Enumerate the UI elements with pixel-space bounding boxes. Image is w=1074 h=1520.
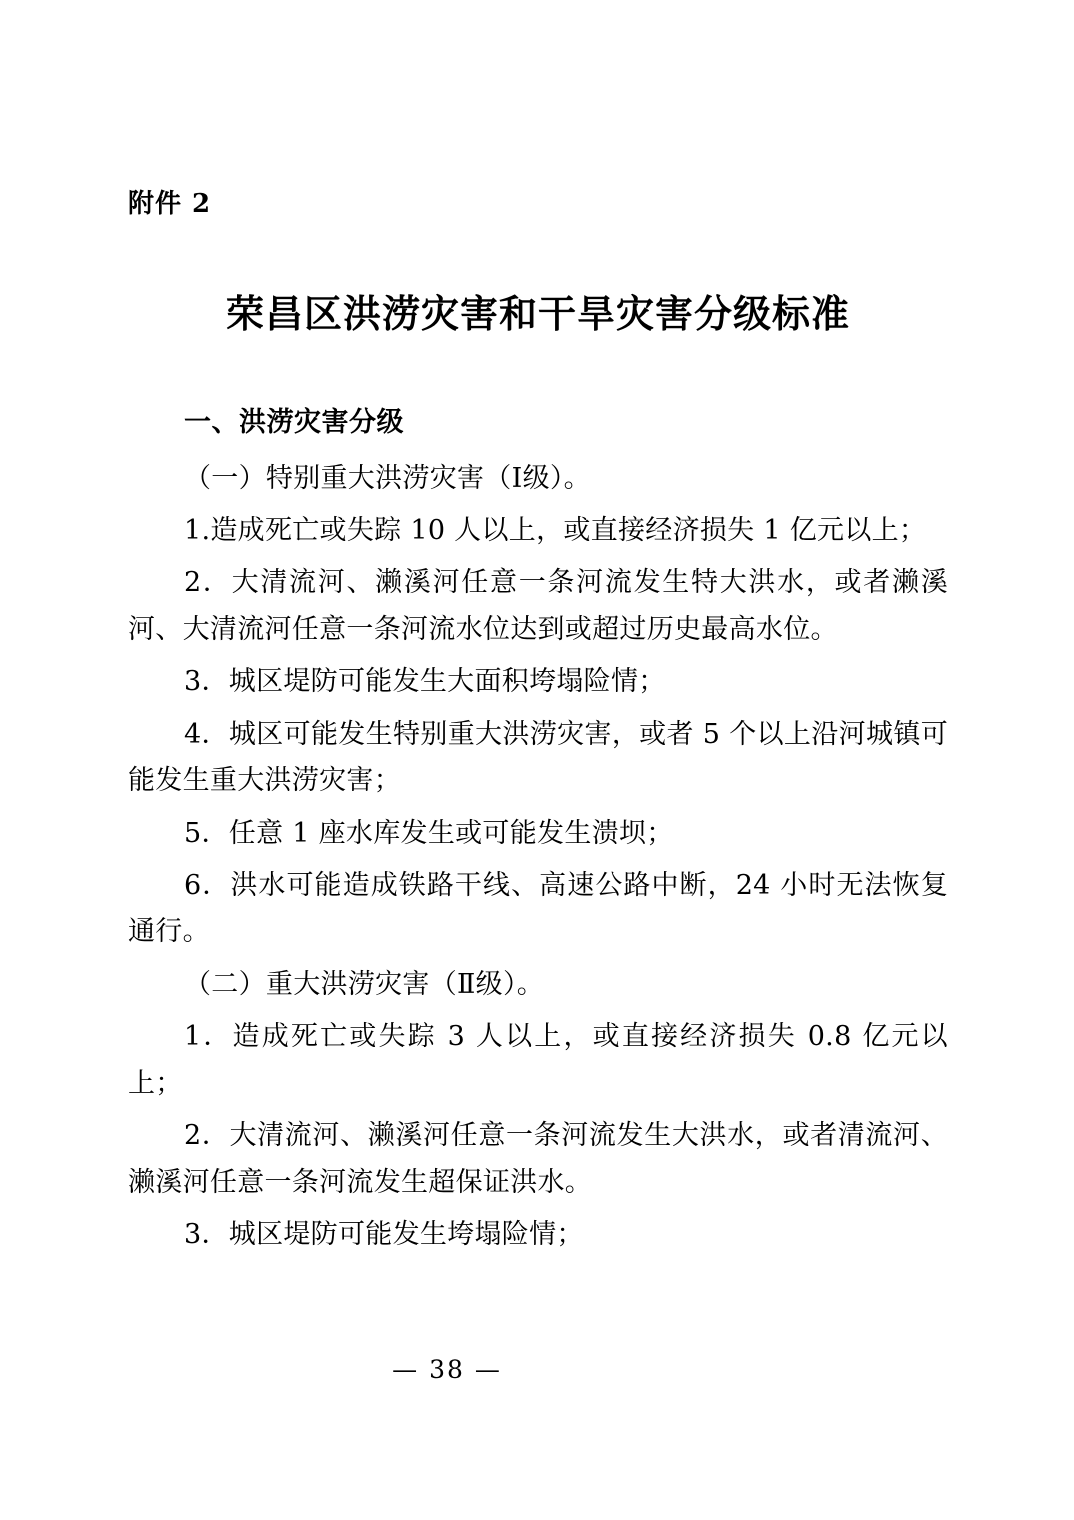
page-number-text: — 38 — (392, 1355, 502, 1384)
paragraph: 5．任意 1 座水库发生或可能发生溃坝； (184, 817, 674, 849)
paragraph: 6．洪水可能造成铁路干线、高速公路中断，24 小时无法恢复通行。 (128, 870, 948, 948)
paragraph: 2．大清流河、濑溪河任意一条河流发生特大洪水，或者濑溪河、大清流河任意一条河流水位达到或超过历史最高水位。 (128, 567, 948, 645)
paragraph: 3．城区堤防可能发生大面积垮塌险情； (184, 666, 666, 698)
paragraph: （一）特别重大洪涝灾害（Ⅰ级）。 (184, 462, 591, 494)
paragraph: 1.造成死亡或失踪 10 人以上，或直接经济损失 1 亿元以上； (184, 514, 927, 546)
paragraph: 2．大清流河、濑溪河任意一条河流发生大洪水，或者清流河、濑溪河任意一条河流发生超保证洪水。 (128, 1120, 948, 1198)
page-title: 荣昌区洪涝灾害和干旱灾害分级标准 (225, 291, 850, 337)
page-number (0, 1355, 1074, 1384)
paragraph: 4．城区可能发生特别重大洪涝灾害，或者 5 个以上沿河城镇可能发生重大洪涝灾害； (128, 718, 948, 797)
paragraph: 1．造成死亡或失踪 3 人以上，或直接经济损失 0.8 亿元以上； (128, 1021, 948, 1099)
section-heading: 一、洪涝灾害分级 (184, 406, 404, 438)
paragraph: 3．城区堤防可能发生垮塌险情； (184, 1219, 584, 1251)
attachment-label: 附件 2 (128, 189, 212, 219)
paragraph: （二）重大洪涝灾害（Ⅱ级）。 (184, 968, 545, 1000)
document-body (128, 186, 948, 1259)
